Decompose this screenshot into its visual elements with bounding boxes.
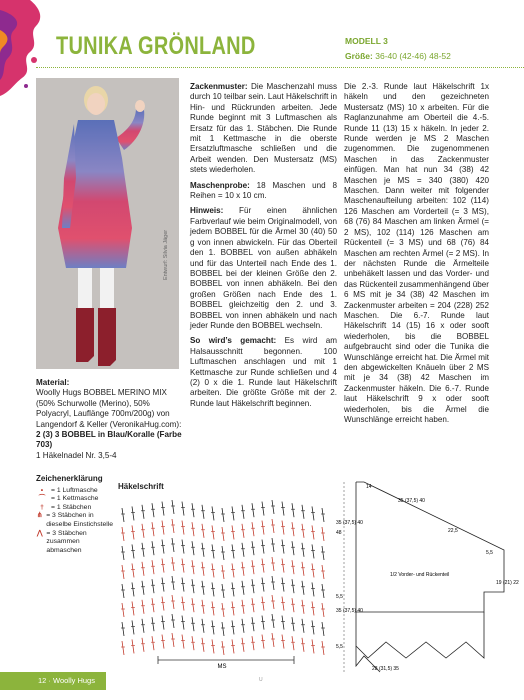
crochet-chart [118, 492, 330, 670]
stitch-mark [222, 565, 224, 579]
stitch-mark [172, 576, 174, 590]
legend-item [36, 495, 116, 504]
legend-item [36, 530, 116, 556]
stitch-mark [272, 614, 274, 628]
legend-item-label: = 1 Kettmasche [51, 495, 99, 503]
material-needle: 1 Häkelnadel Nr. 3,5-4 [36, 450, 117, 460]
stitch-mark [292, 579, 294, 593]
dim-left-35: 35 (37,5) 40 [336, 520, 363, 526]
continuation-text: Die 2.-3. Runde laut Häkelschrift 1x häkeln und den gezeichneten Mustersatz (MS) 10 x arbeiten. Für die Raglanzunahme am Oberteil die 4.-5. Runde 11 (13) 15 x häkeln. In jeder 2. Runde werden je MS 2 Maschen zugenommen. Die zugenommenen Maschen in das Zackenmuster einfügen. Man hat nun 34 (38) 42 Maschen je MS = 340 (380) 420 Maschen. Dann weiter mit folgender Maschenaufteilung arbeiten: 102 (114) 126 Maschen am Vorderteil (= 3 MS), 68 (76) 84 Maschen am linken Ärmel (= 2 MS), 102 (114) 126 Maschen am Rückenteil (= 3 MS) und 68 (76) 84 Maschen am rechten Ärmel (= 2 MS). In der nächsten Runde die Ärmelteile unbehäkelt lassen und das Vorder- und das Rückenteil zusammenhängend über 6 MS mit je 34 (38) 42 Maschen im Zackenmuster arbeiten = 204 (228) 252 Maschen. Die 6.-7. Runde laut Häkelschrift 14 (15) 16 x oder sooft wiederholen, bis die BOBBEL aufgebraucht sind oder die Tunika die Wunschlänge erreicht hat. Die Ärmel mit den abgewickelten Knäueln über 2 MS mit je 34 (38) 42 Maschen im Zackenmuster häkeln. Die 6.-7. Runde laut Häkelschrift 9 x oder sooft wiederholen, bis die Ärmel die Wunschlänge erreicht haben. [344, 82, 489, 424]
stitch-mark [122, 641, 124, 655]
instructions-column-1 [190, 82, 337, 414]
stitch-mark [192, 522, 194, 536]
stitch-mark [122, 508, 124, 522]
stitch-mark [322, 603, 324, 617]
stitch-mark [142, 619, 144, 633]
stitch-mark [302, 562, 304, 576]
schematic-body [356, 482, 484, 658]
stitch-mark [162, 502, 164, 516]
stitch-mark [282, 597, 284, 611]
stitch-mark [132, 506, 134, 520]
slip-stitch-icon: ⌒ [38, 495, 46, 503]
hinweis-paragraph [190, 206, 337, 331]
sowirds-label: So wird’s gemacht: [190, 336, 277, 346]
stitch-mark [182, 502, 184, 516]
maschenprobe-label: Maschenprobe: [190, 180, 250, 190]
stitch-mark [312, 582, 314, 596]
stitch-mark [272, 500, 274, 514]
stitch-mark [292, 617, 294, 631]
stitch-mark [242, 543, 244, 557]
stitch-mark [272, 538, 274, 552]
stitch-mark [212, 506, 214, 520]
stitch-mark [282, 578, 284, 592]
stitch-mark [132, 582, 134, 596]
stitch-mark [322, 622, 324, 636]
stitch-mark [172, 519, 174, 533]
stitch-mark [202, 524, 204, 538]
stitch-mark [202, 505, 204, 519]
stitch-mark [132, 563, 134, 577]
material-label: Material: [36, 378, 70, 387]
stitch-mark [312, 620, 314, 634]
stitch-mark [292, 522, 294, 536]
stitch-mark [242, 562, 244, 576]
stitch-mark [162, 540, 164, 554]
stitch-mark [232, 620, 234, 634]
stitch-mark [282, 521, 284, 535]
stitch-mark [212, 639, 214, 653]
stitch-mark [202, 619, 204, 633]
stitch-mark [212, 544, 214, 558]
stitch-mark [182, 616, 184, 630]
legend-item-label: = 1 Luftmasche [51, 486, 98, 494]
chart-rows [121, 500, 325, 655]
stitch-mark [222, 603, 224, 617]
stitch-mark [292, 598, 294, 612]
stitch-mark [132, 601, 134, 615]
stitch-mark [122, 546, 124, 560]
stitch-mark [302, 543, 304, 557]
stitch-mark [192, 560, 194, 574]
stitch-mark [302, 638, 304, 652]
material-bobbel: 2 (3) 3 BOBBEL in Blau/Koralle (Farbe 703) [36, 430, 182, 450]
stitch-mark [202, 581, 204, 595]
stitch-mark [192, 598, 194, 612]
stitch-mark [272, 576, 274, 590]
stitch-mark [252, 636, 254, 650]
stitch-mark [192, 579, 194, 593]
stitch-mark [242, 581, 244, 595]
model-photo [36, 78, 179, 369]
stitch-mark [152, 636, 154, 650]
stitch-mark [242, 505, 244, 519]
model-figure [36, 78, 179, 369]
dim-48: 48 [336, 530, 342, 536]
stitch-mark [292, 503, 294, 517]
stitch-mark [182, 521, 184, 535]
stitch-mark [322, 584, 324, 598]
stitch-mark [232, 639, 234, 653]
stitch-mark [182, 578, 184, 592]
stitch-mark [142, 524, 144, 538]
stitch-mark [192, 503, 194, 517]
dim-bottom: 28 (31,5) 35 [372, 666, 399, 672]
ms-label: MS [217, 664, 227, 670]
legend-item-label: = 3 Stäbchen in dieselbe Einstichstelle [46, 512, 114, 528]
stitch-mark [192, 636, 194, 650]
stitch-mark [232, 582, 234, 596]
maschenprobe-text: 18 Maschen und 8 Reihen = 10 x 10 cm. [190, 180, 337, 201]
legend-title: Zeichenerklärung [36, 474, 103, 483]
stitch-mark [192, 617, 194, 631]
stitch-mark [142, 600, 144, 614]
stitch-mark [122, 584, 124, 598]
stitch-mark [322, 527, 324, 541]
stitch-mark [262, 502, 264, 516]
instructions-column-2 [344, 82, 489, 430]
stitch-mark [172, 538, 174, 552]
stitch-mark [302, 524, 304, 538]
stitch-mark [122, 603, 124, 617]
stitch-mark [222, 508, 224, 522]
stitch-mark [232, 601, 234, 615]
stitch-mark [162, 597, 164, 611]
stitch-mark [122, 527, 124, 541]
size-label: Größe: [345, 51, 373, 61]
front-back-label: 1/2 Vorder- und Rückenteil [390, 572, 450, 578]
increase-icon: ⋔ [36, 512, 43, 520]
stitch-mark [162, 559, 164, 573]
stitch-mark [152, 522, 154, 536]
material-text: Woolly Hugs BOBBEL MERINO MIX (50% Schurwolle (Merino), 50% Polyacryl, Lauflänge 700m/200g) von Langendorf & Keller (VeronikaHug.com): [36, 388, 182, 429]
stitch-mark [222, 584, 224, 598]
size-line [345, 51, 451, 61]
stitch-mark [172, 557, 174, 571]
stitch-mark [182, 635, 184, 649]
dim-35-37-40: 35 (37,5) 40 [398, 498, 425, 504]
stitch-mark [302, 600, 304, 614]
chart-title: Häkelschrift [118, 482, 164, 491]
stitch-mark [322, 565, 324, 579]
stitch-mark [302, 581, 304, 595]
stitch-mark [192, 541, 194, 555]
header-divider [36, 67, 524, 68]
legend-item [36, 487, 116, 496]
size-value: 36-40 (42-46) 48-52 [375, 51, 451, 61]
stitch-mark [242, 524, 244, 538]
dim-5-5b: 5,5 [336, 594, 343, 600]
stitch-mark [202, 638, 204, 652]
stitch-mark [242, 638, 244, 652]
stitch-mark [302, 505, 304, 519]
stitch-mark [252, 522, 254, 536]
stitch-mark [162, 578, 164, 592]
dim-low-35: 35 (37,5) 40 [336, 608, 363, 614]
stitch-mark [162, 635, 164, 649]
stitch-mark [222, 546, 224, 560]
stitch-mark [232, 525, 234, 539]
stitch-mark [232, 563, 234, 577]
stitch-mark [232, 544, 234, 558]
stitch-mark [322, 546, 324, 560]
photo-credit: Entwurf: Silvia Jäger [163, 229, 169, 280]
stitch-mark [202, 600, 204, 614]
stitch-mark [152, 503, 154, 517]
dim-22-5: 22,5 [448, 528, 458, 534]
stitch-mark [272, 557, 274, 571]
stitch-mark [172, 500, 174, 514]
stitch-mark [152, 579, 154, 593]
decrease-icon: ⋀ [36, 529, 43, 537]
material-section [36, 378, 182, 461]
stitch-mark [142, 505, 144, 519]
stitch-mark [312, 601, 314, 615]
stitch-mark [182, 597, 184, 611]
stitch-mark [172, 633, 174, 647]
chain-stitch-icon: • [40, 486, 44, 494]
model-label: MODELL 3 [345, 36, 388, 46]
stitch-mark [302, 619, 304, 633]
stitch-mark [292, 541, 294, 555]
stitch-mark [152, 541, 154, 555]
zackenmuster-label: Zackenmuster: [190, 82, 248, 91]
stitch-mark [322, 508, 324, 522]
zackenmuster-text: Die Maschenzahl muss durch 10 teilbar sein. Laut Häkelschrift in Hin- und Rückrunden arbeiten. Jede Runde beginnt mit 3 Luftmaschen als Ersatz für das 1. Stäbchen. Die Runde mit 1 Kettmasche in die oberste Ersatzluftmasche schließen und die Arbeit wenden. Den Mustersatz (MS) stets wiederholen. [190, 82, 338, 175]
stitch-mark [182, 559, 184, 573]
page-ref-mark: U [259, 677, 263, 683]
hinweis-label: Hinweis: [190, 206, 224, 216]
stitch-mark [282, 502, 284, 516]
legend-item-label: = 1 Stäbchen [51, 503, 92, 511]
stitch-mark [152, 598, 154, 612]
stitch-mark [312, 563, 314, 577]
stitch-mark [232, 506, 234, 520]
stitch-mark [212, 620, 214, 634]
sowirds-text: Es wird am Halsausschnitt begonnen. 100 Luftmaschen anschlagen und mit 1 Kettmasche zur Runde schließen und 4 (2) 0 x die 1. Runde laut Häkelschrift arbeiten. Die größte Größe mit der 2. Runde laut Häkelschrift beginnen. [190, 336, 338, 408]
zackenmuster-paragraph [190, 82, 337, 176]
stitch-mark [132, 639, 134, 653]
stitch-mark [252, 617, 254, 631]
stitch-mark [312, 525, 314, 539]
stitch-mark [142, 562, 144, 576]
pattern-title: TUNIKA GRÖNLAND [56, 32, 256, 60]
stitch-mark [262, 540, 264, 554]
stitch-mark [292, 636, 294, 650]
stitch-mark [142, 543, 144, 557]
stitch-mark [252, 598, 254, 612]
dim-top-14: 14 [366, 484, 372, 490]
garment-schematic [336, 476, 519, 672]
stitch-mark [182, 540, 184, 554]
stitch-mark [312, 639, 314, 653]
stitch-mark [212, 582, 214, 596]
stitch-mark [212, 563, 214, 577]
stitch-mark [262, 578, 264, 592]
page-footer: 12 · Woolly Hugs [0, 672, 106, 690]
stitch-mark [222, 622, 224, 636]
stitch-mark [152, 560, 154, 574]
stitch-mark [172, 614, 174, 628]
stitch-mark [142, 638, 144, 652]
stitch-mark [202, 543, 204, 557]
stitch-mark [312, 506, 314, 520]
stitch-mark [132, 544, 134, 558]
stitch-mark [242, 619, 244, 633]
stitch-mark [262, 616, 264, 630]
dim-5-5a: 5,5 [486, 550, 493, 556]
stitch-mark [252, 503, 254, 517]
sowirds-paragraph [190, 336, 337, 409]
stitch-mark [172, 595, 174, 609]
legend-item [36, 504, 116, 513]
stitch-mark [272, 595, 274, 609]
dim-19-21-22: 19 (21) 22 [496, 580, 519, 586]
stitch-mark [272, 519, 274, 533]
stitch-mark [272, 633, 274, 647]
dim-5-5c: 5,5 [336, 644, 343, 650]
maschenprobe-paragraph [190, 181, 337, 202]
stitch-mark [152, 617, 154, 631]
stitch-mark [282, 635, 284, 649]
stitch-mark [292, 560, 294, 574]
double-crochet-icon: † [40, 503, 44, 511]
legend-item [36, 512, 116, 529]
stitch-mark [322, 641, 324, 655]
stitch-mark [262, 597, 264, 611]
stitch-mark [212, 525, 214, 539]
stitch-mark [282, 540, 284, 554]
stitch-mark [212, 601, 214, 615]
stitch-mark [142, 581, 144, 595]
stitch-mark [222, 527, 224, 541]
stitch-mark [222, 641, 224, 655]
stitch-mark [262, 635, 264, 649]
stitch-mark [122, 565, 124, 579]
stitch-mark [252, 560, 254, 574]
symbol-legend [36, 475, 116, 555]
legend-item-label: = 3 Stäbchen zusammen abmaschen [46, 529, 87, 554]
stitch-mark [132, 525, 134, 539]
stitch-mark [242, 600, 244, 614]
stitch-mark [252, 579, 254, 593]
stitch-mark [282, 616, 284, 630]
stitch-mark [162, 616, 164, 630]
stitch-mark [122, 622, 124, 636]
stitch-mark [262, 559, 264, 573]
stitch-mark [202, 562, 204, 576]
hinweis-text: Für einen ähnlichen Farbverlauf wie beim Originalmodell, von jedem BOBBEL für die Ärmel 30 (40) 50 g von innen abwickeln. Für das Oberteil den 1. BOBBEL von außen abhäkeln und für das Unterteil nach Ende des 1. BOBBEL bei der kleinen Größe den 2. BOBBEL von innen abhäkeln. Bei den großen Größen nach Ende des 1. BOBBEL gleichzeitig den 2. und 3. BOBBEL von innen abhäkeln und nach jeder Runde den BOBBEL wechseln. [190, 206, 338, 330]
stitch-mark [282, 559, 284, 573]
stitch-mark [312, 544, 314, 558]
stitch-mark [252, 541, 254, 555]
stitch-mark [262, 521, 264, 535]
stitch-mark [132, 620, 134, 634]
stitch-mark [162, 521, 164, 535]
